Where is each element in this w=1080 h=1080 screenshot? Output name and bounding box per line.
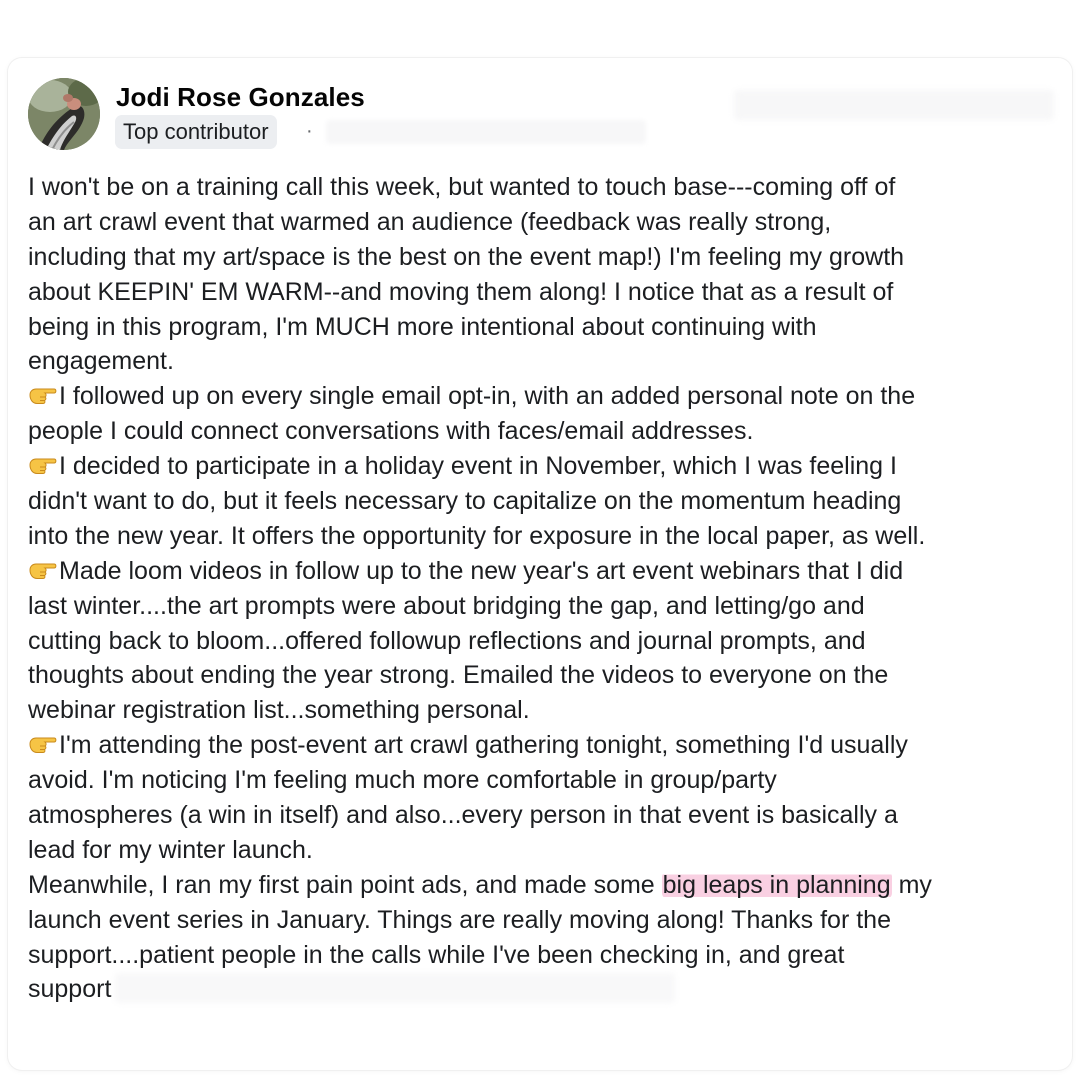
post-text-line: thoughts about ending the year strong. Emailed the videos to everyone on the — [28, 661, 889, 690]
highlighted-phrase: big leaps in planning — [662, 870, 891, 899]
post-text-line: didn't want to do, but it feels necessary to capitalize on the momentum heading — [28, 487, 902, 516]
post-text-line: people I could connect conversations with faces/email addresses. — [28, 417, 754, 446]
post-text-line: webinar registration list...something personal. — [28, 696, 530, 725]
profile-photo-icon — [28, 78, 100, 150]
bullet-line — [28, 554, 1068, 589]
post-text-line: including that my art/space is the best on the event map!) I'm feeling my growth — [28, 242, 905, 271]
backhand-index-pointing-right-icon — [28, 558, 58, 582]
bullet-text: I followed up on every single email opt-in, with an added personal note on the — [59, 382, 916, 411]
post-text-line: about KEEPIN' EM WARM--and moving them along! I notice that as a result of — [28, 277, 894, 306]
redacted-timestamp — [326, 120, 646, 144]
post-text-line: launch event series in January. Things are really moving along! Thanks for the — [28, 905, 891, 934]
post-text-line: avoid. I'm noticing I'm feeling much more comfortable in group/party — [28, 766, 777, 795]
post-text-line: support....patient people in the calls while I've been checking in, and great — [28, 940, 845, 969]
post-text-line: cutting back to bloom...offered followup reflections and journal prompts, and — [28, 626, 866, 655]
redacted-text — [115, 973, 675, 1003]
backhand-index-pointing-right-icon — [28, 453, 58, 477]
bullet-line — [28, 379, 1068, 414]
post-text-line: last winter....the art prompts were about bridging the gap, and letting/go and — [28, 591, 865, 620]
backhand-index-pointing-right-icon — [28, 383, 58, 407]
bullet-text: I decided to participate in a holiday event in November, which I was feeling I — [59, 452, 897, 481]
post-text-line: being in this program, I'm MUCH more intentional about continuing with — [28, 312, 817, 341]
closing-line — [28, 868, 1068, 903]
redacted-header-area — [734, 90, 1054, 120]
closing-text-before: Meanwhile, I ran my first pain point ads, and made some — [28, 870, 662, 899]
backhand-index-pointing-right-icon — [28, 732, 58, 756]
post-text-line: into the new year. It offers the opportunity for exposure in the local paper, as well. — [28, 521, 926, 550]
bullet-line — [28, 449, 1068, 484]
closing-text-after: my — [891, 870, 932, 899]
author-avatar[interactable] — [28, 78, 100, 150]
bullet-text: I'm attending the post-event art crawl gathering tonight, something I'd usually — [59, 731, 908, 760]
post-text-line: atmospheres (a win in itself) and also...every person in that event is basically a — [28, 801, 898, 830]
post-text-line: engagement. — [28, 347, 174, 376]
post-text-line: an art crawl event that warmed an audience (feedback was really strong, — [28, 207, 832, 236]
post-body — [28, 170, 1068, 1007]
closing-last-line — [28, 972, 1068, 1007]
bullet-text: Made loom videos in follow up to the new year's art event webinars that I did — [59, 556, 904, 585]
bullet-line — [28, 728, 1068, 763]
post-text-line: I won't be on a training call this week, but wanted to touch base---coming off of — [28, 173, 896, 201]
post-text-end: support — [28, 975, 112, 1004]
post-text-line: lead for my winter launch. — [28, 835, 313, 864]
author-name[interactable]: Jodi Rose Gonzales — [116, 82, 365, 112]
top-contributor-badge[interactable]: Top contributor — [115, 115, 277, 149]
meta-separator: · — [306, 120, 313, 142]
post-card — [8, 58, 1072, 1070]
